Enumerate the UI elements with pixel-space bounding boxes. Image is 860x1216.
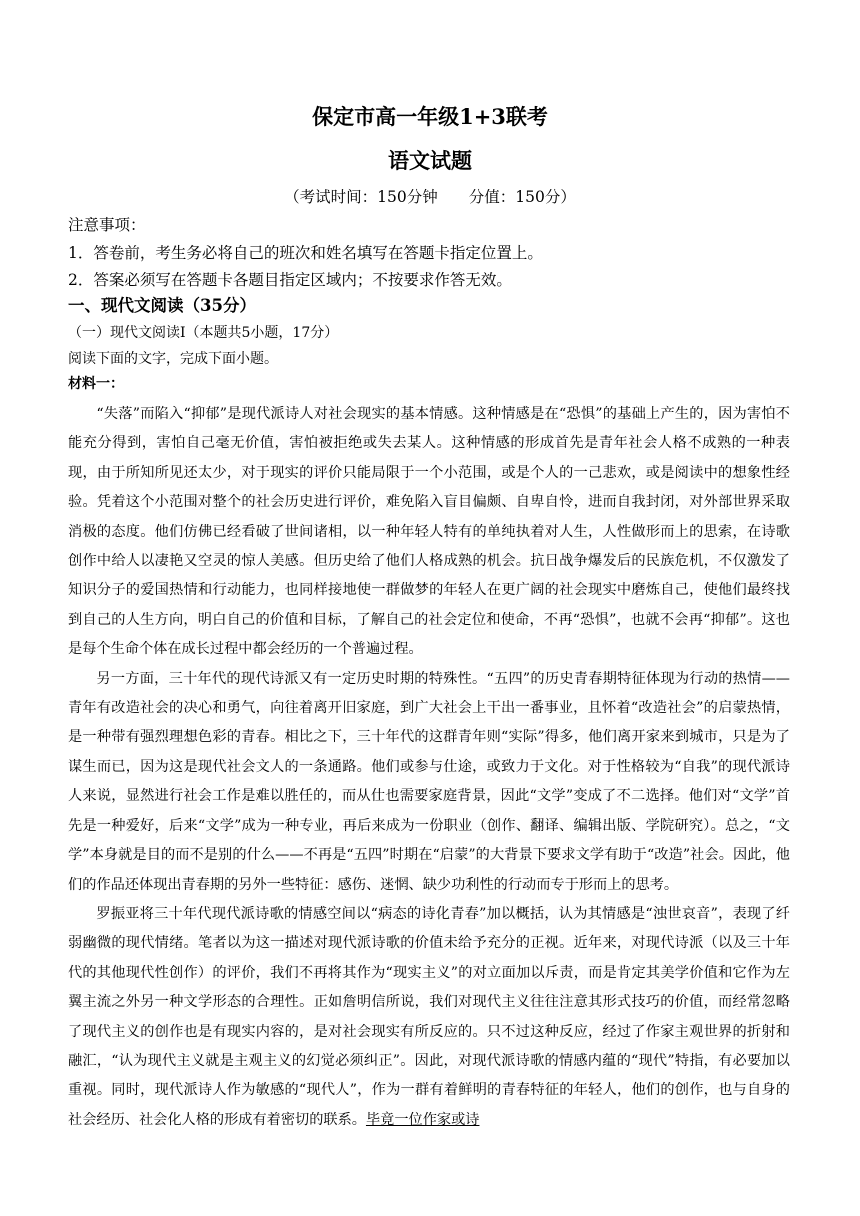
passage-paragraph-3-text: 罗振亚将三十年代现代派诗歌的情感空间以“病态的诗化青春”加以概括，认为其情感是“浊世哀音”，表现了纤弱幽微的现代情绪。笔者以为这一描述对现代派诗歌的价值未给予充分的正视。近年来，对现代诗派（以及三十年代的其他现代性创作）的评价，我们不再将其作为“现实主义”的对立面加以斥责，而是肯定其美学价值和它作为左翼主流之外另一种文学形态的合理性。正如詹明信所说，我们对现代主义往往注意其形式技巧的价值，而经常忽略了现代主义的创作也是有现实内容的，是对社会现实有所反应的。只不过这种反应，经过了作家主观世界的折射和融汇，“认为现代主义就是主观主义的幻觉必须纠正”。因此，对现代派诗歌的情感内蕴的“现代”特指，有必要加以重视。同时，现代派诗人作为敏感的“现代人”，作为一群有着鲜明的青春特征的年轻人，他们的创作，也与自身的社会经历、社会化人格的形成有着密切的联系。 (68, 905, 790, 1128)
reading-passage (68, 400, 790, 1135)
notice-item-2: 2．答案必须写在答题卡各题目指定区域内；不按要求作答无效。 (68, 271, 512, 289)
notice-item-1: 1．答卷前，考生务必将自己的班次和姓名填写在答题卡指定位置上。 (68, 244, 543, 262)
exam-time-and-score: （考试时间：150分钟 分值：150分） (284, 188, 576, 206)
notice-heading: 注意事项： (68, 216, 146, 234)
subsection-heading: （一）现代文阅读Ⅰ（本题共5小题，17分） (68, 325, 339, 341)
material-label: 材料一： (68, 376, 124, 392)
passage-paragraph-1: “失落”而陷入“抑郁”是现代派诗人对社会现实的基本情感。这种情感是在“恐惧”的基础上产生的，因为害怕不能充分得到，害怕自己毫无价值，害怕被拒绝或失去某人。这种情感的形成首先是青年社会人格不成熟的一种表现，由于所知所见还太少，对于现实的评价只能局限于一个小范围，或是个人的一己悲欢，或是阅读中的想象性经验。凭着这个小范围对整个的社会历史进行评价，难免陷入盲目偏颇、自卑自怜，进而自我封闭，对外部世界采取消极的态度。他们仿佛已经看破了世间诸相，以一种年轻人特有的单纯执着对人生，人性做形而上的思索，在诗歌创作中给人以凄艳又空灵的惊人美感。但历史给了他们人格成熟的机会。抗日战争爆发后的民族危机，不仅激发了知识分子的爱国热情和行动能力，也同样接地使一群做梦的年轻人在更广阔的社会现实中磨炼自己，使他们最终找到自己的人生方向，明白自己的价值和目标，了解自己的社会定位和使命，不再“恐惧”，也就不会再“抑郁”。这也是每个生命个体在成长过程中都会经历的一个普遍过程。 (68, 406, 790, 658)
exam-title: 保定市高一年级1+3联考 (312, 104, 548, 129)
reading-instruction: 阅读下面的文字，完成下面小题。 (68, 351, 278, 367)
section-heading: 一、现代文阅读（35分） (68, 296, 256, 315)
passage-paragraph-3 (68, 900, 790, 1135)
underlined-sentence: 毕竟一位作家或诗 (365, 1111, 480, 1128)
passage-paragraph-2: 另一方面，三十年代的现代诗派又有一定历史时期的特殊性。“五四”的历史青春期特征体现为行动的热情——青年有改造社会的决心和勇气，向往着离开旧家庭，到广大社会上干出一番事业，且怀着“改造社会”的启蒙热情，是一种带有强烈理想色彩的青春。相比之下，三十年代的这群青年则“实际”得多，他们离开家来到城市，只是为了谋生而已，因为这是现代社会文人的一条通路。他们或参与仕途，或致力于文化。对于性格较为“自我”的现代派诗人来说，显然进行社会工作是难以胜任的，而从仕也需要家庭背景，因此“文学”变成了不二选择。他们对“文学”首先是一种爱好，后来“文学”成为一种专业，再后来成为一份职业（创作、翻译、编辑出版、学院研究）。总之，“文学”本身就是目的而不是别的什么——不再是“五四”时期在“启蒙”的大背景下要求文学有助于“改造”社会。因此，他们的作品还体现出青春期的另外一些特征：感伤、迷惘、缺少功利性的行动而专于形而上的思考。 (68, 670, 790, 893)
subject-title: 语文试题 (388, 148, 472, 173)
